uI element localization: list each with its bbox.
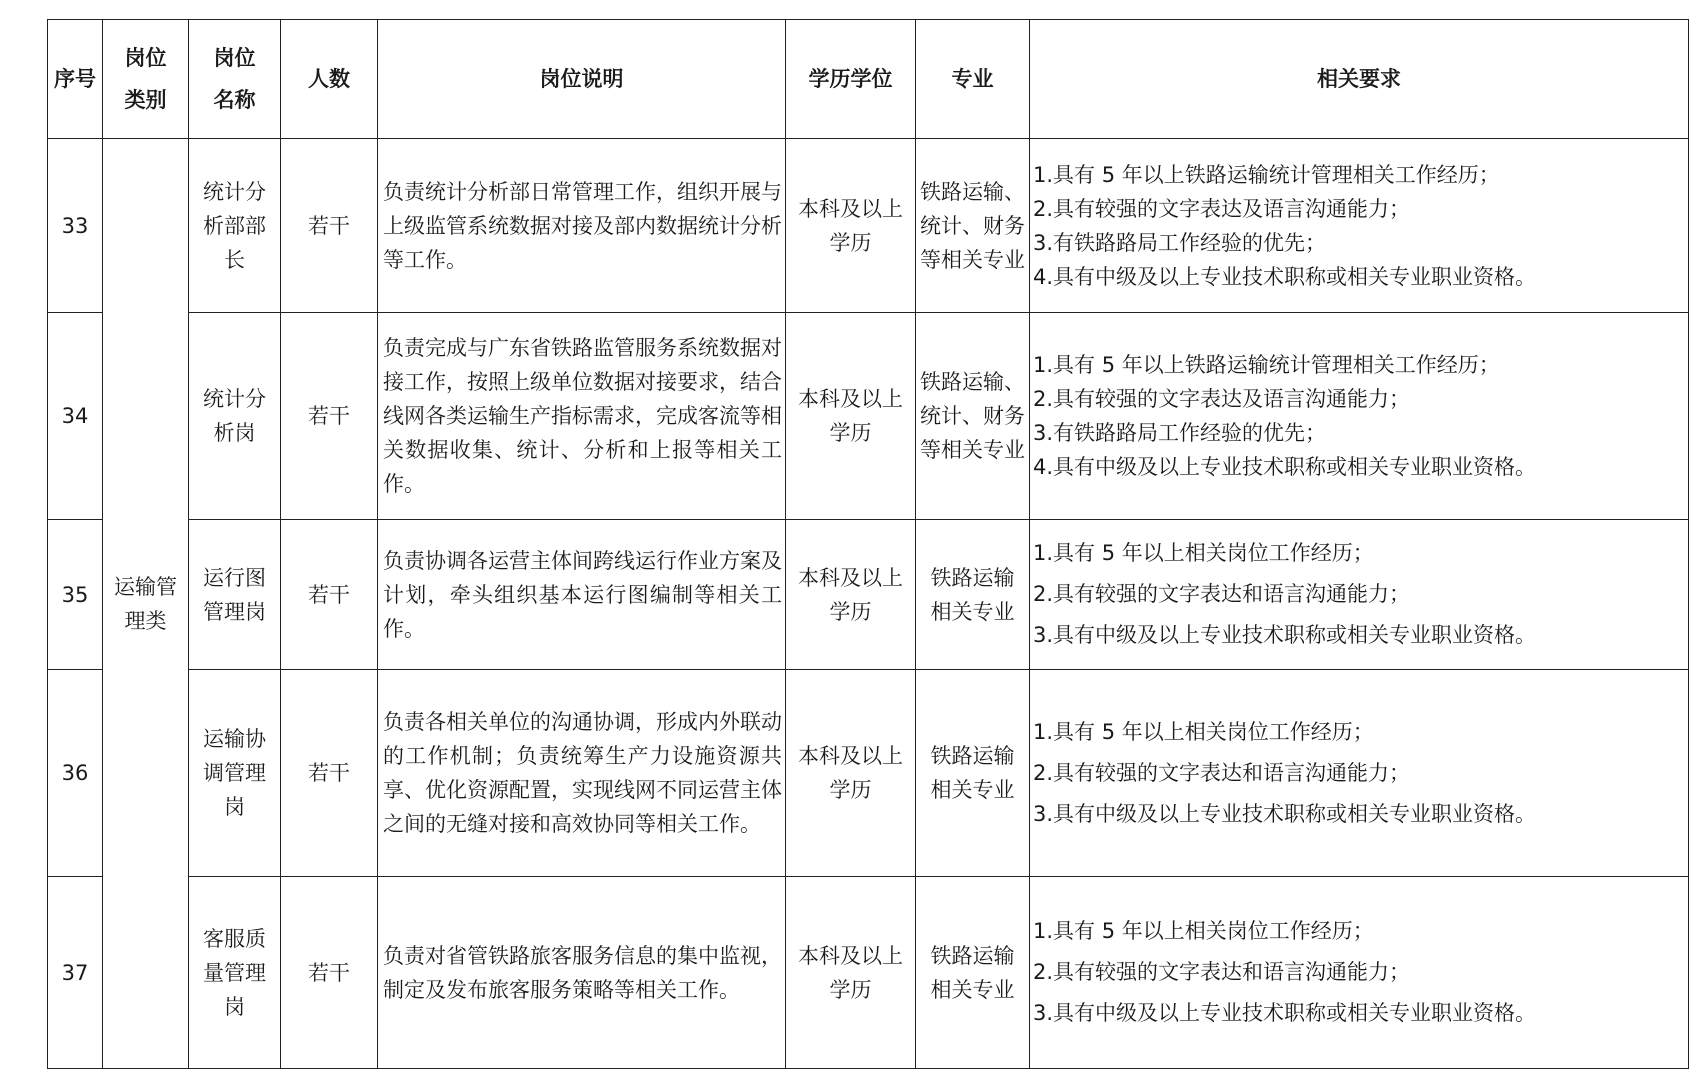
position-name-cell xyxy=(189,520,281,670)
requirement-item: 1.具有 5 年以上相关岗位工作经历； xyxy=(1033,919,1374,943)
table-row xyxy=(48,520,1689,670)
requirement-item: 3.具有中级及以上专业技术职称或相关专业职业资格。 xyxy=(1033,1001,1537,1025)
education-text: 本科及以上学历 xyxy=(798,744,903,802)
major-cell xyxy=(916,670,1030,877)
seq-cell: 35 xyxy=(48,520,103,670)
header-category xyxy=(103,20,189,139)
education-text: 本科及以上学历 xyxy=(798,943,903,1002)
header-requirements: 相关要求 xyxy=(1030,20,1689,139)
header-description: 岗位说明 xyxy=(378,20,786,139)
major-cell xyxy=(916,139,1030,313)
header-seq: 序号 xyxy=(48,20,103,139)
requirement-item: 3.有铁路路局工作经验的优先； xyxy=(1033,230,1327,255)
position-name: 客服质量管理岗 xyxy=(203,926,266,1019)
header-category-line2: 类别 xyxy=(124,88,167,112)
seq-cell: 34 xyxy=(48,313,103,520)
major-cell xyxy=(916,313,1030,520)
description-cell: 负责统计分析部日常管理工作，组织开展与上级监管系统数据对接及部内数据统计分析等工作。 xyxy=(378,139,786,313)
header-category-line1: 岗位 xyxy=(124,46,167,70)
requirement-item: 1.具有 5 年以上铁路运输统计管理相关工作经历； xyxy=(1033,353,1500,377)
position-name: 运输协调管理岗 xyxy=(203,727,266,819)
header-count: 人数 xyxy=(281,20,378,139)
requirements-cell xyxy=(1030,313,1689,520)
count-cell: 若干 xyxy=(281,139,378,313)
education-text: 本科及以上学历 xyxy=(798,565,903,624)
requirement-item: 4.具有中级及以上专业技术职称或相关专业职业资格。 xyxy=(1033,455,1537,479)
education-cell xyxy=(786,139,916,313)
major-text: 铁路运输相关专业 xyxy=(930,744,1015,802)
position-name-cell xyxy=(189,877,281,1069)
education-text: 本科及以上学历 xyxy=(798,387,903,445)
requirement-item: 2.具有较强的文字表达和语言沟通能力； xyxy=(1033,960,1411,984)
table-row xyxy=(48,139,1689,313)
requirements-cell xyxy=(1030,670,1689,877)
requirement-item: 3.具有中级及以上专业技术职称或相关专业职业资格。 xyxy=(1033,623,1537,647)
major-text: 铁路运输相关专业 xyxy=(930,943,1015,1002)
seq-cell: 33 xyxy=(48,139,103,313)
category-text: 运输管理类 xyxy=(114,574,177,633)
major-cell xyxy=(916,877,1030,1069)
category-cell xyxy=(103,139,189,1069)
requirements-cell xyxy=(1030,877,1689,1069)
requirement-item: 4.具有中级及以上专业技术职称或相关专业职业资格。 xyxy=(1033,264,1537,289)
seq-cell: 37 xyxy=(48,877,103,1069)
table-row xyxy=(48,877,1689,1069)
job-positions-table xyxy=(47,19,1689,1069)
major-text: 铁路运输、统计、财务等相关专业 xyxy=(920,370,1025,462)
table-row xyxy=(48,670,1689,877)
position-name-cell xyxy=(189,313,281,520)
requirement-item: 1.具有 5 年以上铁路运输统计管理相关工作经历； xyxy=(1033,162,1500,187)
description-cell: 负责协调各运营主体间跨线运行作业方案及计划，牵头组织基本运行图编制等相关工作。 xyxy=(378,520,786,670)
requirement-item: 2.具有较强的文字表达和语言沟通能力； xyxy=(1033,582,1411,606)
header-name xyxy=(189,20,281,139)
education-cell xyxy=(786,670,916,877)
requirements-cell xyxy=(1030,139,1689,313)
education-cell xyxy=(786,520,916,670)
position-name: 统计分析岗 xyxy=(203,387,266,445)
description-cell: 负责完成与广东省铁路监管服务系统数据对接工作，按照上级单位数据对接要求，结合线网各类运输生产指标需求，完成客流等相关数据收集、统计、分析和上报等相关工作。 xyxy=(378,313,786,520)
major-text: 铁路运输、统计、财务等相关专业 xyxy=(920,179,1025,272)
header-education: 学历学位 xyxy=(786,20,916,139)
requirement-item: 2.具有较强的文字表达和语言沟通能力； xyxy=(1033,760,1411,785)
requirement-item: 1.具有 5 年以上相关岗位工作经历； xyxy=(1033,719,1374,744)
education-cell xyxy=(786,313,916,520)
count-cell: 若干 xyxy=(281,877,378,1069)
header-name-line2: 名称 xyxy=(213,88,256,112)
major-text: 铁路运输相关专业 xyxy=(930,565,1015,624)
seq-cell: 36 xyxy=(48,670,103,877)
count-cell: 若干 xyxy=(281,520,378,670)
table-row xyxy=(48,313,1689,520)
count-cell: 若干 xyxy=(281,313,378,520)
requirement-item: 2.具有较强的文字表达及语言沟通能力； xyxy=(1033,387,1411,411)
description-cell: 负责各相关单位的沟通协调，形成内外联动的工作机制；负责统筹生产力设施资源共享、优化资源配置，实现线网不同运营主体之间的无缝对接和高效协同等相关工作。 xyxy=(378,670,786,877)
header-major: 专业 xyxy=(916,20,1030,139)
requirement-item: 3.有铁路路局工作经验的优先； xyxy=(1033,421,1327,445)
description-cell: 负责对省管铁路旅客服务信息的集中监视，制定及发布旅客服务策略等相关工作。 xyxy=(378,877,786,1069)
header-row xyxy=(48,20,1689,139)
position-name-cell xyxy=(189,670,281,877)
education-text: 本科及以上学历 xyxy=(798,196,903,255)
requirement-item: 3.具有中级及以上专业技术职称或相关专业职业资格。 xyxy=(1033,801,1537,826)
education-cell xyxy=(786,877,916,1069)
position-name-cell xyxy=(189,139,281,313)
count-cell: 若干 xyxy=(281,670,378,877)
position-name: 统计分析部部长 xyxy=(203,179,266,272)
requirement-item: 1.具有 5 年以上相关岗位工作经历； xyxy=(1033,541,1374,565)
requirement-item: 2.具有较强的文字表达及语言沟通能力； xyxy=(1033,196,1411,221)
requirements-cell xyxy=(1030,520,1689,670)
header-name-line1: 岗位 xyxy=(213,46,256,70)
major-cell xyxy=(916,520,1030,670)
position-name: 运行图管理岗 xyxy=(203,565,266,624)
